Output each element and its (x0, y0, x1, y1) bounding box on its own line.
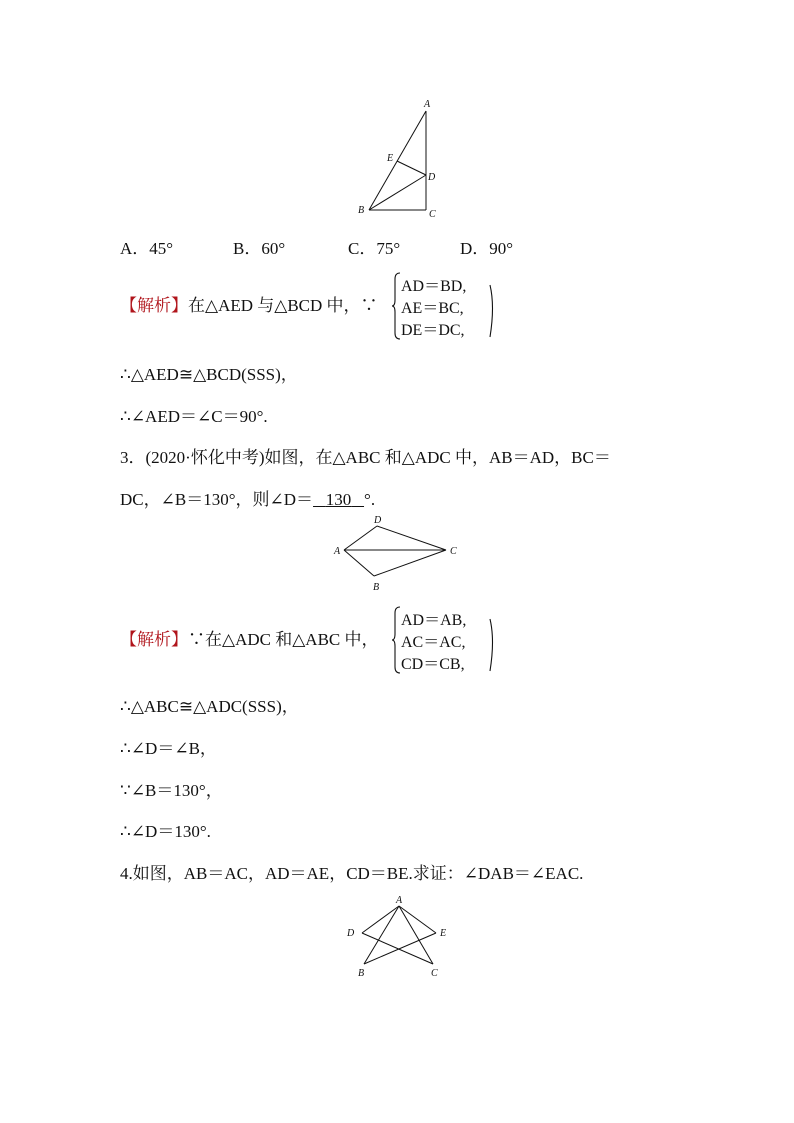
equation-2: AE＝BC, (401, 300, 464, 317)
left-brace-icon (391, 605, 401, 675)
right-paren-icon (488, 271, 496, 341)
label-c: C (429, 209, 436, 220)
equation-2: AC＝AC, (401, 634, 466, 651)
label-c: C (431, 968, 438, 979)
segment-ab (364, 906, 399, 964)
label-e: E (387, 153, 394, 164)
option-c: C．75° (348, 239, 401, 258)
label-a: A (396, 895, 403, 906)
solution-tag: 【解析】 (120, 630, 188, 649)
equation-1: AD＝AB, (401, 612, 467, 629)
figure-triangle-aed-bcd (350, 95, 450, 220)
solution1-system (391, 271, 501, 341)
segment-bc (374, 550, 446, 576)
segment-bd (369, 175, 426, 210)
label-b: B (358, 968, 365, 979)
label-b: B (373, 582, 380, 593)
label-a: A (424, 99, 431, 110)
option-b: B．60° (233, 239, 286, 258)
figure-quadrilateral-abcd (330, 512, 465, 597)
segment-eb (364, 933, 436, 964)
solution3-step3: ∵∠B＝130°， (120, 781, 223, 800)
label-b: B (358, 205, 365, 216)
solution-tag: 【解析】 (120, 296, 188, 315)
segment-ab (344, 550, 374, 576)
label-e: E (440, 928, 447, 939)
solution1-step2: ∴∠AED＝∠C＝90°. (120, 407, 268, 426)
solution3-intro: 【解析】∵在△ADC 和△ABC 中， (120, 630, 379, 649)
equation-3: CD＝CB, (401, 656, 465, 673)
solution3-system (391, 605, 501, 675)
label-d: D (347, 928, 355, 939)
right-paren-icon (488, 605, 496, 675)
solution1-step1: ∴△AED≅△BCD(SSS)， (120, 365, 298, 384)
left-brace-icon (391, 271, 401, 341)
segment-dc (362, 933, 433, 964)
solution3-step2: ∴∠D＝∠B， (120, 739, 217, 758)
segment-ed (397, 161, 426, 175)
segment-ab (369, 111, 426, 210)
equation-1: AD＝BD, (401, 278, 467, 295)
segment-ae (399, 906, 436, 933)
question3-line1: 3．(2020·怀化中考)如图，在△ABC 和△ADC 中，AB＝AD，BC＝ (120, 448, 611, 467)
solution1-intro: 【解析】在△AED 与△BCD 中，∵ (120, 296, 378, 315)
segment-dc (377, 526, 446, 550)
question3-line2: DC，∠B＝130°，则∠D＝ 130 °. (120, 490, 376, 509)
equation-3: DE＝DC, (401, 322, 465, 339)
label-a: A (334, 546, 341, 557)
question4-text: 4.如图，AB＝AC，AD＝AE，CD＝BE.求证：∠DAB＝∠EAC. (120, 864, 584, 883)
figure-triangles-dab-eac (340, 893, 460, 983)
option-a: A．45° (120, 239, 174, 258)
label-d: D (428, 172, 436, 183)
label-c: C (450, 546, 457, 557)
solution3-step1: ∴△ABC≅△ADC(SSS)， (120, 697, 299, 716)
option-d: D．90° (460, 239, 514, 258)
segment-ad (344, 526, 377, 550)
segment-ac (399, 906, 433, 964)
answer-blank: 130 (325, 490, 352, 509)
solution3-step4: ∴∠D＝130°. (120, 822, 211, 841)
label-d: D (374, 515, 382, 526)
segment-ad (362, 906, 399, 933)
